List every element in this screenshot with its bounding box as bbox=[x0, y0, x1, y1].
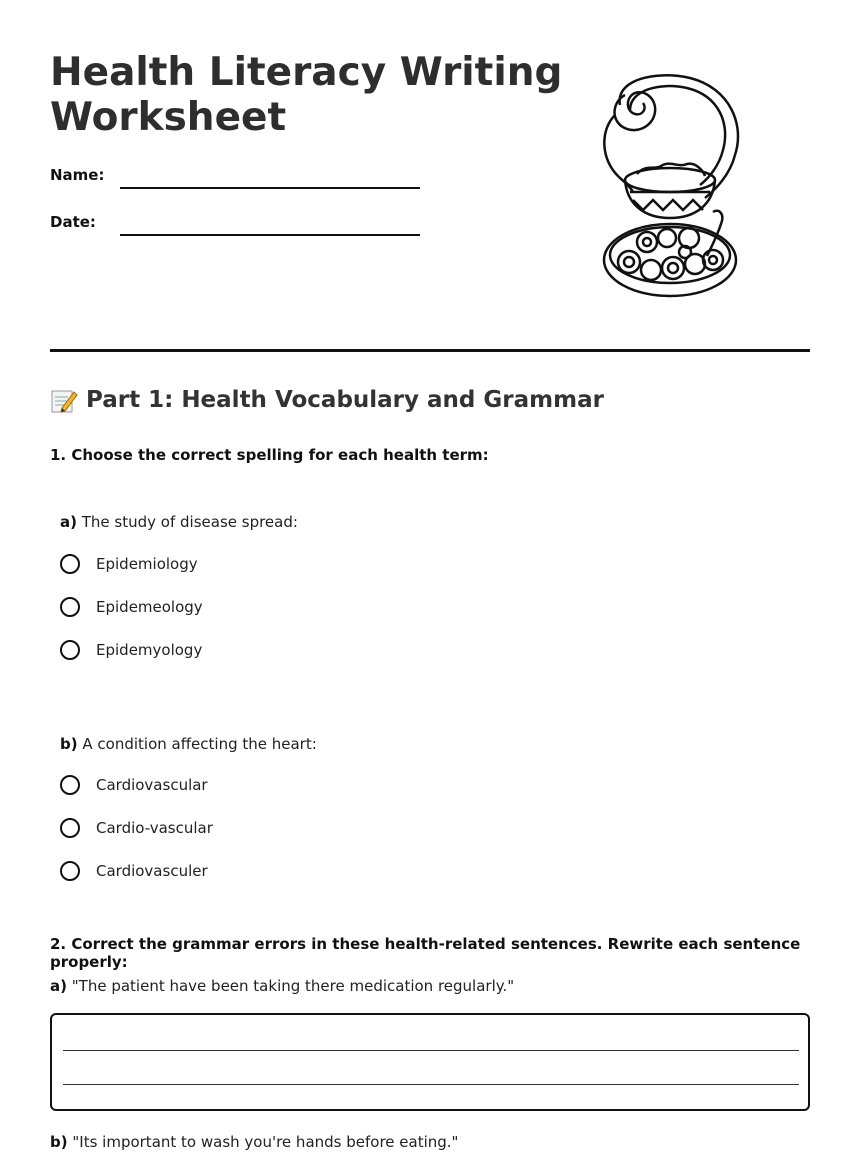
answer-line bbox=[63, 1084, 799, 1085]
question-1a-text: The study of disease spread: bbox=[81, 513, 298, 531]
question-2a-prompt bbox=[50, 977, 514, 995]
option-label: Cardiovascular bbox=[96, 776, 208, 794]
date-field[interactable] bbox=[120, 234, 420, 236]
option-1b-3[interactable] bbox=[60, 861, 208, 881]
name-field[interactable] bbox=[120, 187, 420, 189]
option-1b-1[interactable] bbox=[60, 775, 208, 795]
question-1-title: 1. Choose the correct spelling for each health term: bbox=[50, 446, 489, 464]
radio-button[interactable] bbox=[60, 597, 80, 617]
question-2a-letter: a) bbox=[50, 977, 67, 995]
option-1a-3[interactable] bbox=[60, 640, 202, 660]
name-label: Name: bbox=[50, 166, 105, 184]
option-1b-2[interactable] bbox=[60, 818, 213, 838]
worksheet-title: Health Literacy Writing Worksheet bbox=[50, 50, 563, 140]
radio-button[interactable] bbox=[60, 775, 80, 795]
radio-button[interactable] bbox=[60, 640, 80, 660]
option-label: Epidemiology bbox=[96, 555, 198, 573]
header-divider bbox=[50, 349, 810, 352]
option-1a-2[interactable] bbox=[60, 597, 203, 617]
question-1b-text: A condition affecting the heart: bbox=[82, 735, 317, 753]
question-2b-sentence: "Its important to wash you're hands before eating." bbox=[72, 1133, 459, 1151]
food-bowl-illustration-icon bbox=[595, 70, 745, 305]
question-1a-prompt bbox=[60, 513, 298, 531]
date-label: Date: bbox=[50, 213, 96, 231]
question-2b-prompt bbox=[50, 1133, 458, 1151]
option-1a-1[interactable] bbox=[60, 554, 198, 574]
memo-icon bbox=[50, 386, 78, 414]
question-1b-letter: b) bbox=[60, 735, 78, 753]
part1-title: Part 1: Health Vocabulary and Grammar bbox=[86, 387, 604, 413]
question-2b-letter: b) bbox=[50, 1133, 68, 1151]
question-1b-prompt bbox=[60, 735, 317, 753]
radio-button[interactable] bbox=[60, 861, 80, 881]
question-1a-letter: a) bbox=[60, 513, 77, 531]
question-2a-sentence: "The patient have been taking there medication regularly." bbox=[71, 977, 515, 995]
option-label: Epidemyology bbox=[96, 641, 203, 659]
part1-heading bbox=[50, 386, 604, 414]
radio-button[interactable] bbox=[60, 554, 80, 574]
question-2-title: 2. Correct the grammar errors in these health-related sentences. Rewrite each sentence properly: bbox=[50, 935, 801, 971]
radio-button[interactable] bbox=[60, 818, 80, 838]
answer-line bbox=[63, 1050, 799, 1051]
option-label: Cardiovasculer bbox=[96, 862, 208, 880]
option-label: Cardio-vascular bbox=[96, 819, 213, 837]
option-label: Epidemeology bbox=[96, 598, 203, 616]
answer-box-2a[interactable] bbox=[50, 1013, 810, 1111]
